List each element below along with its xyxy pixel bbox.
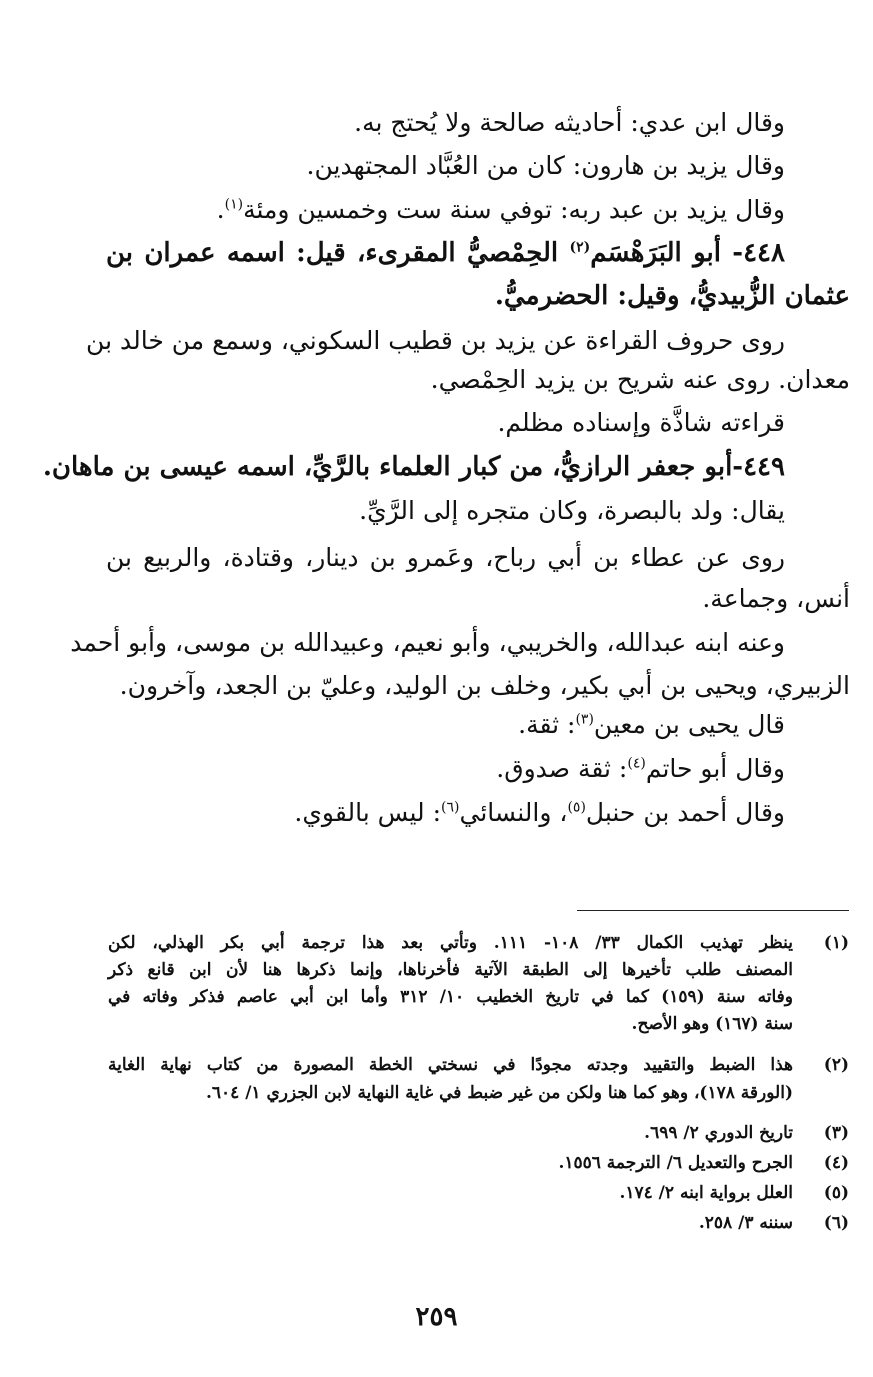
footnote-text: ينظر تهذيب الكمال ٣٣/ ١٠٨- ١١١. وتأتي بعد هذا ترجمة أبي بكر الهذلي، لكن (108, 933, 793, 953)
footnote-text: تاريخ الدوري ٢/ ٦٩٩. (644, 1123, 793, 1143)
footnote-marker: (١) (224, 196, 244, 213)
footnote-marker: (٦) (441, 799, 460, 816)
footnote-number: (٣) (823, 1123, 849, 1143)
footnote-marker: (٥) (567, 799, 586, 816)
text-line (0, 153, 873, 178)
text-span: : ليس بالقوي. (294, 798, 442, 827)
footnote-line (0, 1085, 873, 1102)
text-span: روى عن عطاء بن أبي رباح، وعَمرو بن دينار، وقتادة، والربيع بن (106, 543, 785, 572)
entry-heading-text: ٤٤٩-أبو جعفر الرازيُّ، من كبار العلماء بالرَّيِّ، اسمه عيسى بن ماهان. (42, 452, 785, 482)
text-line (0, 410, 873, 435)
text-span: روى حروف القراءة عن يزيد بن قطيب السكوني، وسمع من خالد بن (86, 326, 785, 355)
text-line (0, 586, 873, 611)
footnote-line (0, 1057, 873, 1074)
text-line (0, 630, 873, 655)
text-line (0, 367, 873, 392)
text-span: قراءته شاذَّة وإسناده مظلم. (497, 408, 785, 437)
text-line (0, 328, 873, 353)
text-span: وقال ابن عدي: أحاديثه صالحة ولا يُحتج به. (354, 108, 785, 137)
text-span: ، والنسائي (459, 798, 568, 827)
text-line (0, 756, 873, 781)
footnote-text: وفاته سنة (١٥٩) كما في تاريخ الخطيب ١٠/ ٣١٢ وأما ابن أبي عاصم فذكر وفاته في (108, 987, 793, 1007)
entry-heading-text: الحِمْصيُّ المقرىء، قيل: اسمه عمران بن (106, 238, 570, 268)
footnote-marker: (٢) (569, 239, 591, 256)
text-line (0, 712, 873, 737)
footnote-separator (577, 910, 849, 911)
footnote-text: المصنف طلب تأخيرها إلى الطبقة الآتية فأخرناها، وإنما ذكرها هنا لأن ابن قانع ذكر (108, 960, 793, 980)
text-span: . (216, 195, 225, 224)
footnote-number: (٤) (823, 1153, 849, 1173)
text-span: : ثقة صدوق. (496, 754, 628, 783)
footnote-line (0, 935, 873, 952)
footnote-line (0, 989, 873, 1006)
footnote-line (0, 962, 873, 979)
text-span: وقال يزيد بن هارون: كان من العُبَّاد المجتهدين. (306, 151, 785, 180)
footnote-text: الجرح والتعديل ٦/ الترجمة ١٥٥٦. (558, 1153, 793, 1173)
text-span: وقال أحمد بن حنبل (585, 798, 785, 827)
text-line (0, 673, 873, 698)
text-line (0, 498, 873, 523)
footnote-number: (٢) (823, 1055, 849, 1075)
text-line (0, 197, 873, 222)
entry-heading-448-continuation (0, 283, 873, 309)
text-span: معدان. روى عنه شريح بن يزيد الحِمْصي. (430, 365, 850, 394)
footnote-number: (٥) (823, 1183, 849, 1203)
footnote-text: العلل برواية ابنه ٢/ ١٧٤. (619, 1183, 793, 1203)
entry-heading-text: عثمان الزُّبيديُّ، وقيل: الحضرميُّ. (494, 281, 850, 311)
text-span: قال يحيى بن معين (593, 710, 785, 739)
text-span: أنس، وجماعة. (702, 584, 850, 613)
text-line (0, 545, 873, 570)
footnote-marker: (٤) (627, 755, 646, 772)
footnote-number: (١) (823, 933, 849, 953)
text-span: وعنه ابنه عبدالله، والخريبي، وأبو نعيم، وعبيدالله بن موسى، وأبو أحمد (70, 628, 785, 657)
text-line (0, 110, 873, 135)
footnote-text: سننه ٣/ ٢٥٨. (698, 1213, 793, 1233)
footnote-line (0, 1215, 873, 1232)
entry-heading-448 (0, 240, 873, 266)
page-number: ٢٥٩ (415, 1302, 458, 1332)
footnote-line (0, 1125, 873, 1142)
entry-heading-449 (0, 454, 873, 480)
text-span: يقال: ولد بالبصرة، وكان متجره إلى الرَّيِّ. (359, 496, 785, 525)
text-line (0, 800, 873, 825)
footnote-text: سنة (١٦٧) وهو الأصح. (631, 1014, 793, 1034)
text-span: وقال أبو حاتم (645, 754, 785, 783)
footnote-text: هذا الضبط والتقييد وجدته مجودًا في نسختي الخطة المصورة من كتاب نهاية الغاية (108, 1055, 793, 1075)
footnote-marker: (٣) (575, 711, 594, 728)
footnote-text: (الورقة ١٧٨)، وهو كما هنا ولكن من غير ضبط في غاية النهاية لابن الجزري ١/ ٦٠٤. (205, 1083, 793, 1103)
footnote-line (0, 1155, 873, 1172)
text-span: : ثقة. (518, 710, 576, 739)
footnote-line (0, 1185, 873, 1202)
text-span: الزبيري، ويحيى بن أبي بكير، وخلف بن الوليد، وعليّ بن الجعد، وآخرون. (119, 671, 850, 700)
text-span: وقال يزيد بن عبد ربه: توفي سنة ست وخمسين ومئة (243, 195, 785, 224)
footnote-line (0, 1016, 873, 1033)
footnote-number: (٦) (823, 1213, 849, 1233)
entry-heading-text: ٤٤٨- أبو البَرَهْسَم (590, 238, 785, 268)
